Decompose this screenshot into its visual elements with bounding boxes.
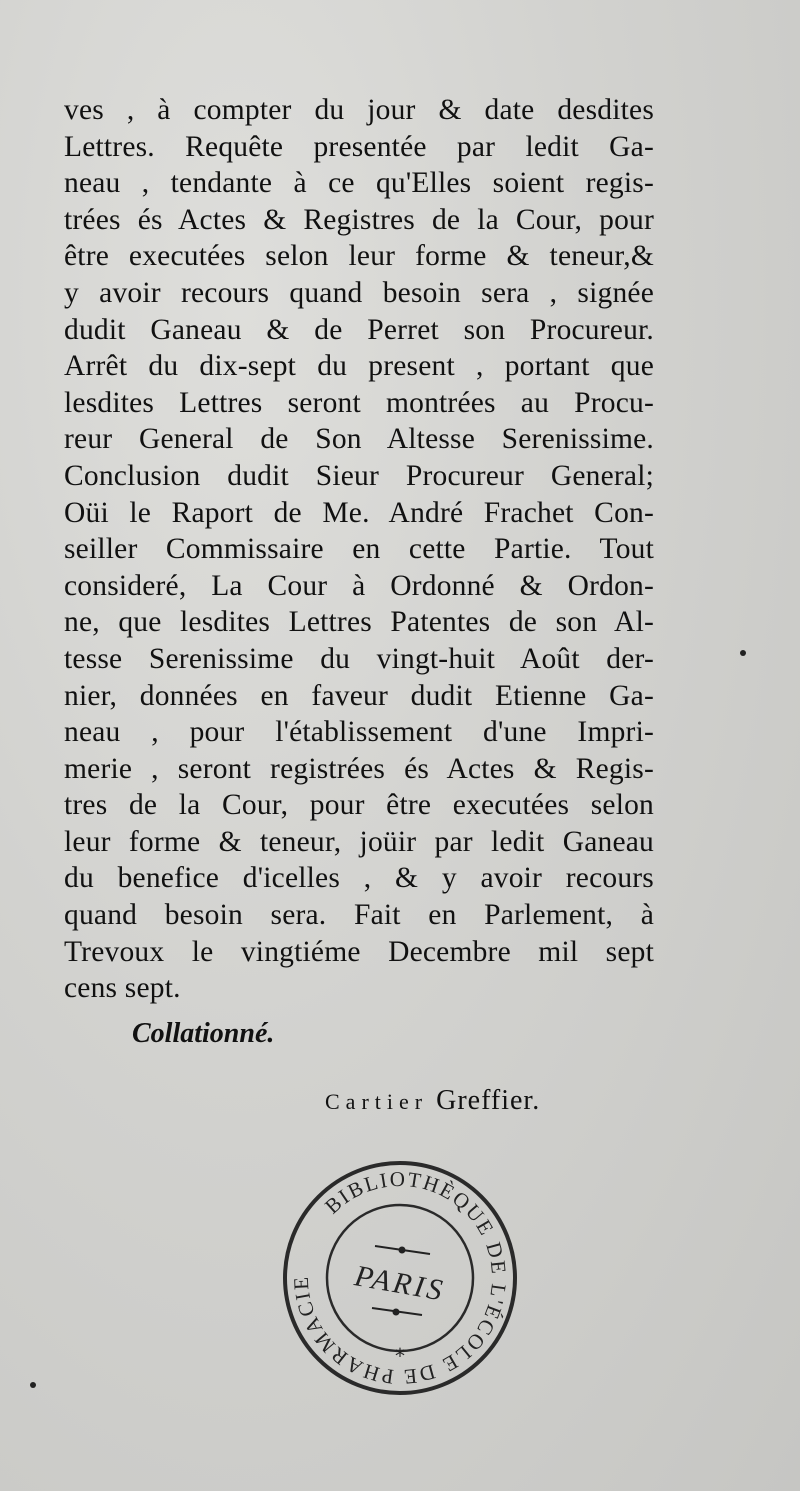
text-line: Arrêt du dix-sept du present , portant que	[64, 350, 654, 383]
text-line: seiller Commissaire en cette Partie. Tout	[64, 533, 654, 566]
ink-speck	[30, 1382, 36, 1388]
text-line: dudit Ganeau & de Perret son Procureur.	[64, 313, 654, 346]
text-line: ves , à compter du jour & date desdites	[64, 94, 654, 126]
text-line: neau , tendante à ce qu'Elles soient regis-	[64, 167, 654, 200]
collationne-label: Collationné.	[132, 1018, 275, 1049]
text-line: y avoir recours quand besoin sera , signée	[64, 276, 654, 309]
ink-speck	[740, 650, 746, 656]
text-line: Oüi le Raport de Me. André Frachet Con-	[64, 496, 654, 529]
text-line: lesdites Lettres seront montrées au Procu-	[64, 386, 654, 419]
text-line: ne, que lesdites Lettres Patentes de son Al-	[64, 606, 654, 639]
signature-name: Cartier	[325, 1089, 429, 1114]
stamp-dot-top	[399, 1247, 406, 1254]
text-line: merie , seront registrées és Actes & Regis-	[64, 752, 654, 785]
text-line: du benefice d'icelles , & y avoir recours	[64, 862, 654, 895]
text-line: Conclusion dudit Sieur Procureur General;	[64, 459, 654, 492]
text-line: Trevoux le vingtiéme Decembre mil sept	[64, 935, 654, 968]
text-line: tres de la Cour, pour être executées selon	[64, 789, 654, 822]
stamp-star: *	[395, 1344, 405, 1368]
body-text	[64, 92, 654, 1007]
text-line: neau , pour l'établissement d'une Impri-	[64, 716, 654, 749]
stamp-ring-text: BIBLIOTHÈQUE DE L'ÉCOLE DE PHARMACIE	[288, 1166, 512, 1390]
text-line: cens sept.	[64, 972, 181, 1005]
stamp-dot-bottom	[393, 1309, 400, 1316]
stamp-center-text: PARIS	[352, 1259, 448, 1308]
text-line: quand besoin sera. Fait en Parlement, à	[64, 899, 654, 932]
text-line: leur forme & teneur, joüir par ledit Ganeau	[64, 825, 654, 858]
text-line: trées és Actes & Registres de la Cour, pour	[64, 203, 654, 236]
text-line: reur General de Son Altesse Serenissime.	[64, 423, 654, 456]
text-line: consideré, La Cour à Ordonné & Ordon-	[64, 569, 654, 602]
signature	[325, 1085, 540, 1117]
text-line: Lettres. Requête presentée par ledit Ga-	[64, 130, 654, 163]
text-line: nier, données en faveur dudit Etienne Ga-	[64, 679, 654, 712]
signature-title: Greffier.	[436, 1085, 541, 1116]
text-line: être executées selon leur forme & teneur,&	[64, 240, 654, 273]
library-stamp	[280, 1158, 520, 1398]
text-line: tesse Serenissime du vingt-huit Août der-	[64, 642, 654, 675]
